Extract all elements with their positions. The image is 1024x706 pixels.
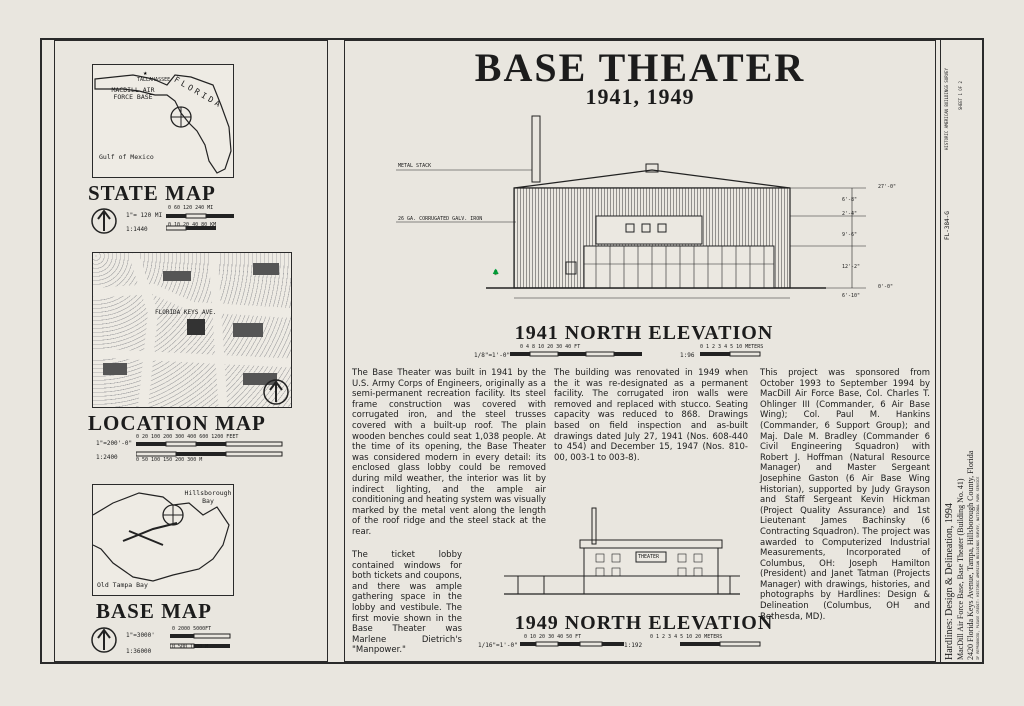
- elevation-1941-drawing: [396, 112, 896, 308]
- dim-grade: 0'-0": [878, 284, 894, 290]
- scale-1949-meters: 0 1 2 3 4 5 10 20 METERS: [650, 634, 723, 640]
- base-scale-ticks-ft: 0 2000 5000FT: [172, 626, 212, 632]
- scale-1941-imperial: 1/8"=1'-0": [474, 352, 511, 359]
- location-scale-ratio: 1"=200'-0": [96, 440, 133, 447]
- dim-1: 6'-8": [842, 197, 858, 203]
- hillsborough-label: Hillsborough Bay: [184, 489, 232, 505]
- elevation-1949-title: 1949 NORTH ELEVATION: [514, 612, 774, 634]
- agency-label: [944, 625, 945, 660]
- drawing-title: BASE THEATER: [474, 45, 806, 90]
- north-arrow-icon: [90, 207, 118, 235]
- base-scale-ratio: 1"=3000': [126, 632, 155, 639]
- scale-1941-ticks: 0 4 8 10 20 30 40 FT: [520, 344, 581, 350]
- dim-4: 12'-2": [842, 264, 861, 270]
- location-scale-fraction: 1:2400: [96, 454, 118, 461]
- svg-text:🌲: 🌲: [492, 270, 500, 276]
- location-scale-ticks-ft: 0 20 100 200 300 400 600 1200 FEET: [136, 434, 239, 440]
- dim-5: 6'-10": [842, 293, 861, 299]
- gulf-label: Gulf of Mexico: [99, 153, 154, 161]
- elevation-1949-drawing: [504, 504, 744, 604]
- scale-1941-meters: 0 1 2 3 4 5 10 METERS: [700, 344, 764, 350]
- scale-1949-ticks: 0 10 20 30 40 50 FT: [524, 634, 582, 640]
- north-arrow-icon: [262, 378, 290, 406]
- credit-fine-print: IF REPRODUCED, PLEASE CREDIT: HISTORIC AMERICAN BUILDINGS SURVEY, NATIONAL PARK SERVICE: [976, 476, 980, 660]
- state-scale-ticks-mi: 0 60 120 240 MI: [168, 205, 214, 211]
- theater-sign: THEATER: [638, 554, 660, 560]
- location-map-title: LOCATION MAP: [88, 411, 266, 435]
- sheet-number: SHEET 1 OF 2: [958, 81, 963, 110]
- drawing-years: 1941, 1949: [585, 84, 695, 109]
- survey-number: FL-384-G: [944, 211, 951, 240]
- base-scale-ticks-m: 0 500 1000 M: [172, 644, 209, 650]
- tampa-bay-label: Old Tampa Bay: [97, 581, 148, 589]
- dim-3: 9'-6": [842, 232, 858, 238]
- scale-1949-fraction: 1:192: [624, 642, 643, 649]
- north-arrow-icon: [90, 626, 118, 654]
- svg-text:★: ★: [143, 71, 148, 77]
- building-address: 2420 Florida Keys Avenue, Tampa, Hillsborough County, Florida: [966, 450, 975, 660]
- scale-1949-imperial: 1/16"=1'-0": [478, 642, 518, 649]
- history-column-2: The building was renovated in 1949 when the it was re-designated as a permanent facility. The corrugated iron walls were removed and replaced with stucco. Seating capacity was reduced to 868. Drawings based on field inspection and as-built drawings dated July 27, 1941 (Nos. 608-440 to 454) and December 15, 1947 (Nos. 810-00, 003-1 to 003-8).: [554, 368, 748, 463]
- haer-label: HISTORIC AMERICAN BUILDINGS SURVEY: [944, 68, 949, 150]
- history-column-1b: The ticket lobby contained windows for both tickets and coupons, and there was ample gathering space in the lobby and vestibule. The first movie shown in the Base Theater was Marlene Dietrich's "Manpower.": [352, 550, 462, 656]
- dim-top: 27'-0": [878, 184, 897, 190]
- building-name: MacDill Air Force Base, Base Theater (Building No. 41): [956, 478, 965, 660]
- base-scale-fraction: 1:36000: [126, 648, 152, 655]
- state-scale-ratio: 1"= 120 MI: [126, 212, 163, 219]
- delineator-credit: Hardlines: Design & Delineation, 1994: [944, 503, 955, 660]
- base-map-title: BASE MAP: [96, 599, 212, 623]
- wall-note: 26 GA. CORRUGATED GALV. IRON: [398, 216, 483, 222]
- history-column-3: This project was sponsored from October 1993 to September 1994 by MacDill Air Force Base, Col. Charles T. Ohlinger III (Commander, 6 Air Base Wing); Col. Paul M. Hankins (Commander, 6 Support Group); and Maj. Dale M. Bradley (Commander 6 Civil Engineering Squadron) with Robert J. Hoffman (Natural Resource Manager) and Master Sergeant Josephine Gaston (6 Air Base Wing Historian), supported by Judy Grayson and Staff Sergeant Kevin Hickman (Project Quality Assurance) and 1st Lieutenant James Bachinsky (6 Contracting Squadron). The project was awarded to Computerized Industrial Measurements, Incorporated of Columbus, OH: Joseph Hamilton (President) and Janet Tatman (Projects Manager) with drawings, histories, and photographs by Hardlines: Design & Delineation (Columbus, OH and Bethesda, MD).: [760, 368, 930, 622]
- stack-note: METAL STACK: [398, 163, 432, 169]
- state-scale-ticks-km: 0 10 20 40 80 KM: [168, 222, 217, 228]
- street-label: FLORIDA KEYS AVE.: [155, 309, 217, 316]
- history-column-1: The Base Theater was built in 1941 by the U.S. Army Corps of Engineers, originally as a semi-permanent recreation facility. Its steel frame construction was covered with corrugated iron, and the steel trusses covered with a built-up roof. The plain wooden benches could seat 1,038 people. At the time of its opening, the Base Theater was considered modern in every detail: its enclosed glass lobby could be removed during mild weather, the interior was lit by indirect lighting, and the ample air conditioning and heating system was visually marked by the metal vent along the length of the roof ridge and the steel stack at the rear.: [352, 368, 546, 537]
- tallahassee-label: TALLAHASSEE: [137, 77, 171, 83]
- scale-1941-fraction: 1:96: [680, 352, 695, 359]
- state-scale-fraction: 1:1440: [126, 226, 148, 233]
- dim-2: 2'-4": [842, 211, 858, 217]
- base-map: [92, 484, 234, 596]
- state-map-title: STATE MAP: [88, 181, 216, 205]
- location-scale-ticks-m: 0 50 100 150 200 300 M: [136, 457, 203, 463]
- state-map: [92, 64, 234, 178]
- florida-label: FLORIDA: [172, 75, 225, 111]
- macdill-label: MACDILL AIR FORCE BASE: [111, 86, 155, 101]
- elevation-1941-title: 1941 NORTH ELEVATION: [514, 322, 774, 344]
